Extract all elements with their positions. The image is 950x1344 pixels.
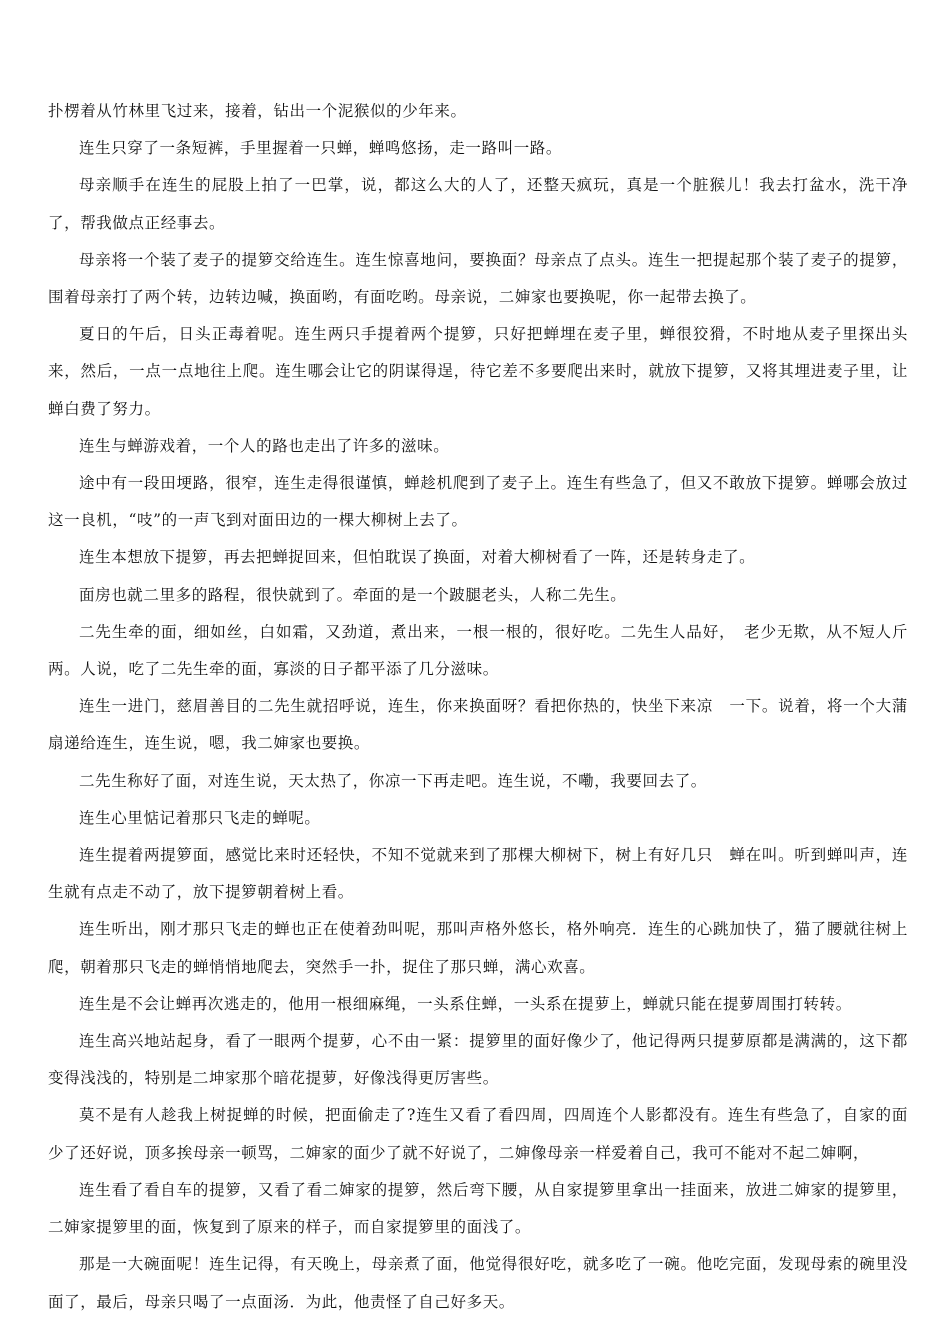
paragraph-16: 连生是不会让蝉再次逃走的，他用一根细麻绳，一头系住蝉，一头系在提萝上，蝉就只能在提萝周围打转转。 xyxy=(79,994,852,1013)
document-page xyxy=(48,93,908,1321)
paragraph-11: 连生一进门，慈眉善目的二先生就招呼说，连生，你来换面呀？看把你热的，快坐下来凉 一下。说着，将一个大蒲扇递给连生，连生说，嗯，我二婶家也要换。 xyxy=(48,697,908,753)
paragraph-3: 母亲顺手在连生的屁股上拍了一巴掌，说，都这么大的人了，还整天疯玩，真是一个脏猴儿！我去打盆水，洗干净了，帮我做点正经事去。 xyxy=(48,176,908,232)
paragraph-17: 连生高兴地站起身，看了一眼两个提萝，心不由一紧：提箩里的面好像少了，他记得两只提萝原都是满满的，这下都变得浅浅的，特别是二坤家那个暗花提萝，好像浅得更厉害些。 xyxy=(48,1032,908,1088)
paragraph-5: 夏日的午后，日头正毒着呢。连生两只手提着两个提箩，只好把蝉埋在麦子里，蝉很狡猾，不时地从麦子里探出头来，然后，一点一点地往上爬。连生哪会让它的阴谋得逞，待它差不多要爬出来时，就放下提箩，又将其埋进麦子里，让蝉白费了努力。 xyxy=(48,325,908,418)
paragraph-10: 二先生牵的面，细如丝，白如霜，又劲道，煮出来，一根一根的，很好吃。二先生人品好， 老少无欺，从不短人斤两。人说，吃了二先生牵的面，寡淡的日子都平添了几分滋味。 xyxy=(48,622,908,679)
paragraph-8: 连生本想放下提箩，再去把蝉捉回来，但怕耽误了换面，对着大柳树看了一阵，还是转身走了。 xyxy=(79,548,756,567)
paragraph-7: 途中有一段田埂路，很窄，连生走得很谨慎，蝉趁机爬到了麦子上。连生有些急了，但又不敢放下提箩。蝉哪会放过这一良机，“吱”的一声飞到对面田边的一棵大柳树上去了。 xyxy=(48,474,908,530)
paragraph-13: 连生心里惦记着那只飞走的蝉呢。 xyxy=(79,808,321,827)
paragraph-19: 连生看了看自车的提箩，又看了看二婶家的提箩，然后弯下腰，从自家提箩里拿出一挂面来，放进二婶家的提箩里，二婶家提箩里的面，恢复到了原来的样子，而自家提箩里的面浅了。 xyxy=(48,1180,908,1237)
paragraph-18: 莫不是有人趁我上树捉蝉的时候，把面偷走了?连生又看了看四周，四周连个人影都没有。连生有些急了，自家的面少了还好说，顶多挨母亲一顿骂，二婶家的面少了就不好说了，二婶像母亲一样爱着自己，我可不能对不起二婶啊， xyxy=(48,1106,908,1162)
paragraph-6: 连生与蝉游戏着，一个人的路也走出了许多的滋味。 xyxy=(79,436,450,455)
paragraph-12: 二先生称好了面，对连生说，天太热了，你凉一下再走吧。连生说，不嘞，我要回去了。 xyxy=(79,771,707,790)
paragraph-4: 母亲将一个装了麦子的提箩交给连生。连生惊喜地问，要换面？母亲点了点头。连生一把提起那个装了麦子的提箩，围着母亲打了两个转，边转边喊，换面哟，有面吃哟。母亲说，二婶家也要换呢，你一起带去换了。 xyxy=(48,250,908,307)
paragraph-9: 面房也就二里多的路程，很快就到了。牵面的是一个跛腿老头，人称二先生。 xyxy=(79,585,627,604)
paragraph-2: 连生只穿了一条短裤，手里握着一只蝉，蝉鸣悠扬，走一路叫一路。 xyxy=(79,139,563,158)
paragraph-20: 那是一大碗面呢！连生记得，有天晚上，母亲煮了面，他觉得很好吃，就多吃了一碗。他吃完面，发现母索的碗里没面了，最后，母亲只喝了一点面汤．为此，他责怪了自己好多天。 xyxy=(48,1255,908,1311)
paragraph-14: 连生提着两提箩面，感觉比来时还轻快，不知不觉就来到了那棵大柳树下，树上有好几只 蝉在叫。听到蝉叫声，连生就有点走不动了，放下提箩朝着树上看。 xyxy=(48,846,908,902)
paragraph-15: 连生听出，刚才那只飞走的蝉也正在使着劲叫呢，那叫声格外悠长，格外响亮．连生的心跳加快了，猫了腰就往树上爬，朝着那只飞走的蝉悄悄地爬去，突然手一扑，捉住了那只蝉，满心欢喜。 xyxy=(48,920,908,976)
paragraph-1: 扑楞着从竹林里飞过来，接着，钻出一个泥猴似的少年来。 xyxy=(48,102,467,120)
